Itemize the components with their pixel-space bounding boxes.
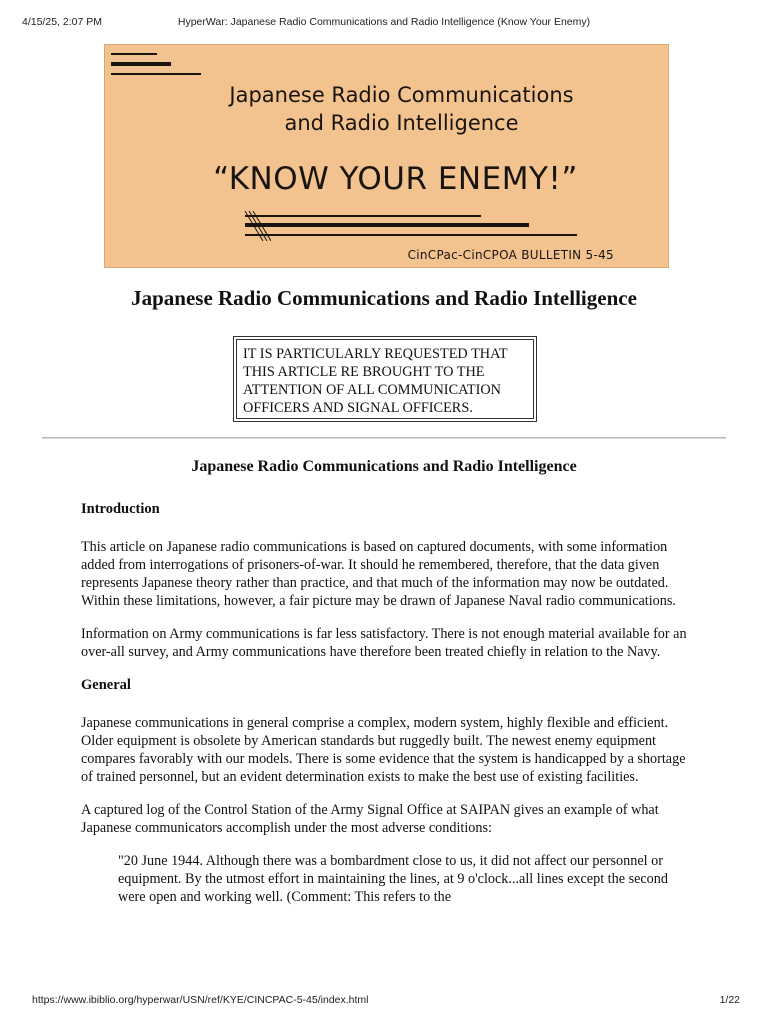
decorative-rule	[111, 53, 157, 55]
print-url: https://www.ibiblio.org/hyperwar/USN/ref/KYE/CINCPAC-5-45/index.html	[32, 994, 369, 1006]
page-number: 1/22	[719, 994, 740, 1006]
general-paragraph-2: A captured log of the Control Station of the Army Signal Office at SAIPAN gives an example of what Japanese communicators accomplish under the most adverse conditions:	[81, 802, 659, 836]
notice-box	[233, 336, 537, 422]
print-footer	[0, 994, 768, 1010]
horizontal-divider	[42, 437, 726, 439]
print-datetime: 4/15/25, 2:07 PM	[22, 16, 102, 28]
banner-slogan: “KNOW YOUR ENEMY!”	[213, 161, 578, 197]
decorative-rule	[111, 62, 171, 66]
bulletin-number: CinCPac-CinCPOA BULLETIN 5-45	[407, 248, 614, 262]
print-header	[0, 16, 768, 32]
page-title: Japanese Radio Communications and Radio Intelligence	[131, 286, 637, 310]
decorative-rule	[111, 73, 201, 75]
intro-paragraph-2: Information on Army communications is far less satisfactory. There is not enough material available for an over-all survey, and Army communications have therefore been treated chiefly in relation to the Navy.	[81, 626, 687, 660]
decorative-rule	[245, 234, 577, 236]
hatch-marks-icon	[241, 211, 271, 241]
bulletin-banner	[104, 44, 669, 268]
log-quote: "20 June 1944. Although there was a bombardment close to us, it did not affect our personnel or equipment. By the utmost effort in maintaining the lines, at 9 o'clock...all lines except the second were open and working well. (Comment: This refers to the	[118, 853, 668, 905]
general-paragraph-1: Japanese communications in general comprise a complex, modern system, highly flexible and efficient. Older equipment is obsolete by American standards but ruggedly built. The newest enemy equipment compares favorably with our models. There is some evidence that the system is handicapped by a shortage of trained personnel, but an evident determination exists to make the best use of existing facilities.	[81, 715, 686, 785]
decorative-rule	[245, 215, 481, 217]
article-body	[81, 500, 693, 906]
intro-paragraph-1: This article on Japanese radio communications is based on captured documents, with some information added from interrogations of prisoners-of-war. It should he remembered, therefore, that the data given represents Japanese theory rather than practice, and that much of the information may now be outdated. Within these limitations, however, a fair picture may be drawn of Japanese Naval radio communications.	[81, 539, 676, 609]
heading-general: General	[81, 677, 131, 693]
decorative-rule	[245, 223, 529, 227]
heading-introduction: Introduction	[81, 501, 160, 517]
print-document-title: HyperWar: Japanese Radio Communications and Radio Intelligence (Know Your Enemy)	[177, 16, 591, 28]
notice-text: IT IS PARTICULARLY REQUESTED THAT THIS ARTICLE RE BROUGHT TO THE ATTENTION OF ALL COMMUNICATION OFFICERS AND SIGNAL OFFICERS.	[236, 339, 534, 419]
section-title: Japanese Radio Communications and Radio Intelligence	[191, 458, 577, 475]
banner-title-line2: and Radio Intelligence	[284, 111, 519, 135]
banner-title-line1: Japanese Radio Communications	[229, 83, 574, 107]
